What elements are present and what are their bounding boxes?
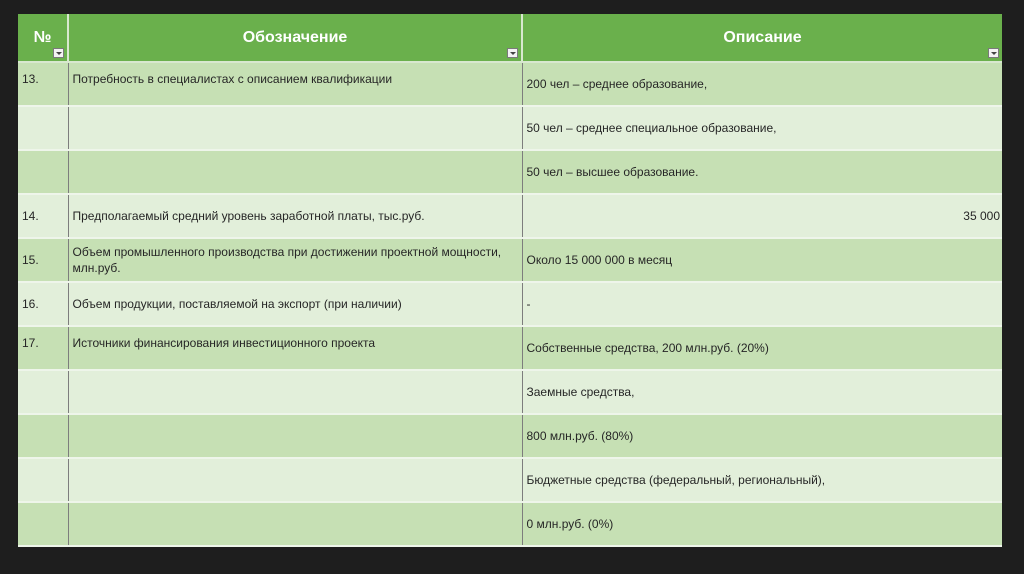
- table-row: [18, 458, 1002, 502]
- table-row: [18, 326, 1002, 370]
- cell-description: 50 чел – среднее специальное образование,: [522, 106, 1002, 150]
- table-row: [18, 282, 1002, 326]
- table-row: [18, 414, 1002, 458]
- cell-num: [18, 502, 68, 546]
- header-row: [18, 14, 1002, 62]
- cell-description: -: [522, 282, 1002, 326]
- table-row: [18, 62, 1002, 106]
- cell-designation: [68, 106, 522, 150]
- cell-num: 15.: [18, 238, 68, 282]
- cell-description: 50 чел – высшее образование.: [522, 150, 1002, 194]
- cell-designation: Потребность в специалистах с описанием квалификации: [68, 62, 522, 106]
- cell-designation: [68, 502, 522, 546]
- cell-num: [18, 150, 68, 194]
- header-num: [18, 14, 68, 62]
- cell-designation: Предполагаемый средний уровень заработной платы, тыс.руб.: [68, 194, 522, 238]
- cell-designation: Объем продукции, поставляемой на экспорт (при наличии): [68, 282, 522, 326]
- cell-description: 0 млн.руб. (0%): [522, 502, 1002, 546]
- filter-dropdown-icon[interactable]: [507, 48, 518, 58]
- table-row: [18, 106, 1002, 150]
- table-row: [18, 370, 1002, 414]
- cell-num: [18, 414, 68, 458]
- cell-description: 800 млн.руб. (80%): [522, 414, 1002, 458]
- cell-num: [18, 106, 68, 150]
- table-row: [18, 502, 1002, 546]
- table-row: [18, 238, 1002, 282]
- header-num-label: №: [33, 28, 52, 46]
- table-row: [18, 150, 1002, 194]
- header-designation-label: Обозначение: [242, 28, 348, 46]
- cell-num: [18, 370, 68, 414]
- cell-designation: Источники финансирования инвестиционного проекта: [68, 326, 522, 370]
- table-row: [18, 194, 1002, 238]
- cell-designation: Объем промышленного производства при достижении проектной мощности, млн.руб.: [68, 238, 522, 282]
- cell-num: 16.: [18, 282, 68, 326]
- cell-description: 200 чел – среднее образование,: [522, 62, 1002, 106]
- filter-dropdown-icon[interactable]: [988, 48, 999, 58]
- data-table: [18, 14, 1002, 547]
- cell-designation: [68, 370, 522, 414]
- header-description: [522, 14, 1002, 62]
- cell-designation: [68, 458, 522, 502]
- cell-num: 13.: [18, 62, 68, 106]
- cell-designation: [68, 150, 522, 194]
- cell-description: Заемные средства,: [522, 370, 1002, 414]
- cell-description: Собственные средства, 200 млн.руб. (20%): [522, 326, 1002, 370]
- cell-num: 17.: [18, 326, 68, 370]
- cell-description: Бюджетные средства (федеральный, региональный),: [522, 458, 1002, 502]
- header-description-label: Описание: [723, 28, 802, 46]
- cell-num: [18, 458, 68, 502]
- cell-description: Около 15 000 000 в месяц: [522, 238, 1002, 282]
- cell-num: 14.: [18, 194, 68, 238]
- header-designation: [68, 14, 522, 62]
- cell-designation: [68, 414, 522, 458]
- cell-description: 35 000: [522, 194, 1002, 238]
- filter-dropdown-icon[interactable]: [53, 48, 64, 58]
